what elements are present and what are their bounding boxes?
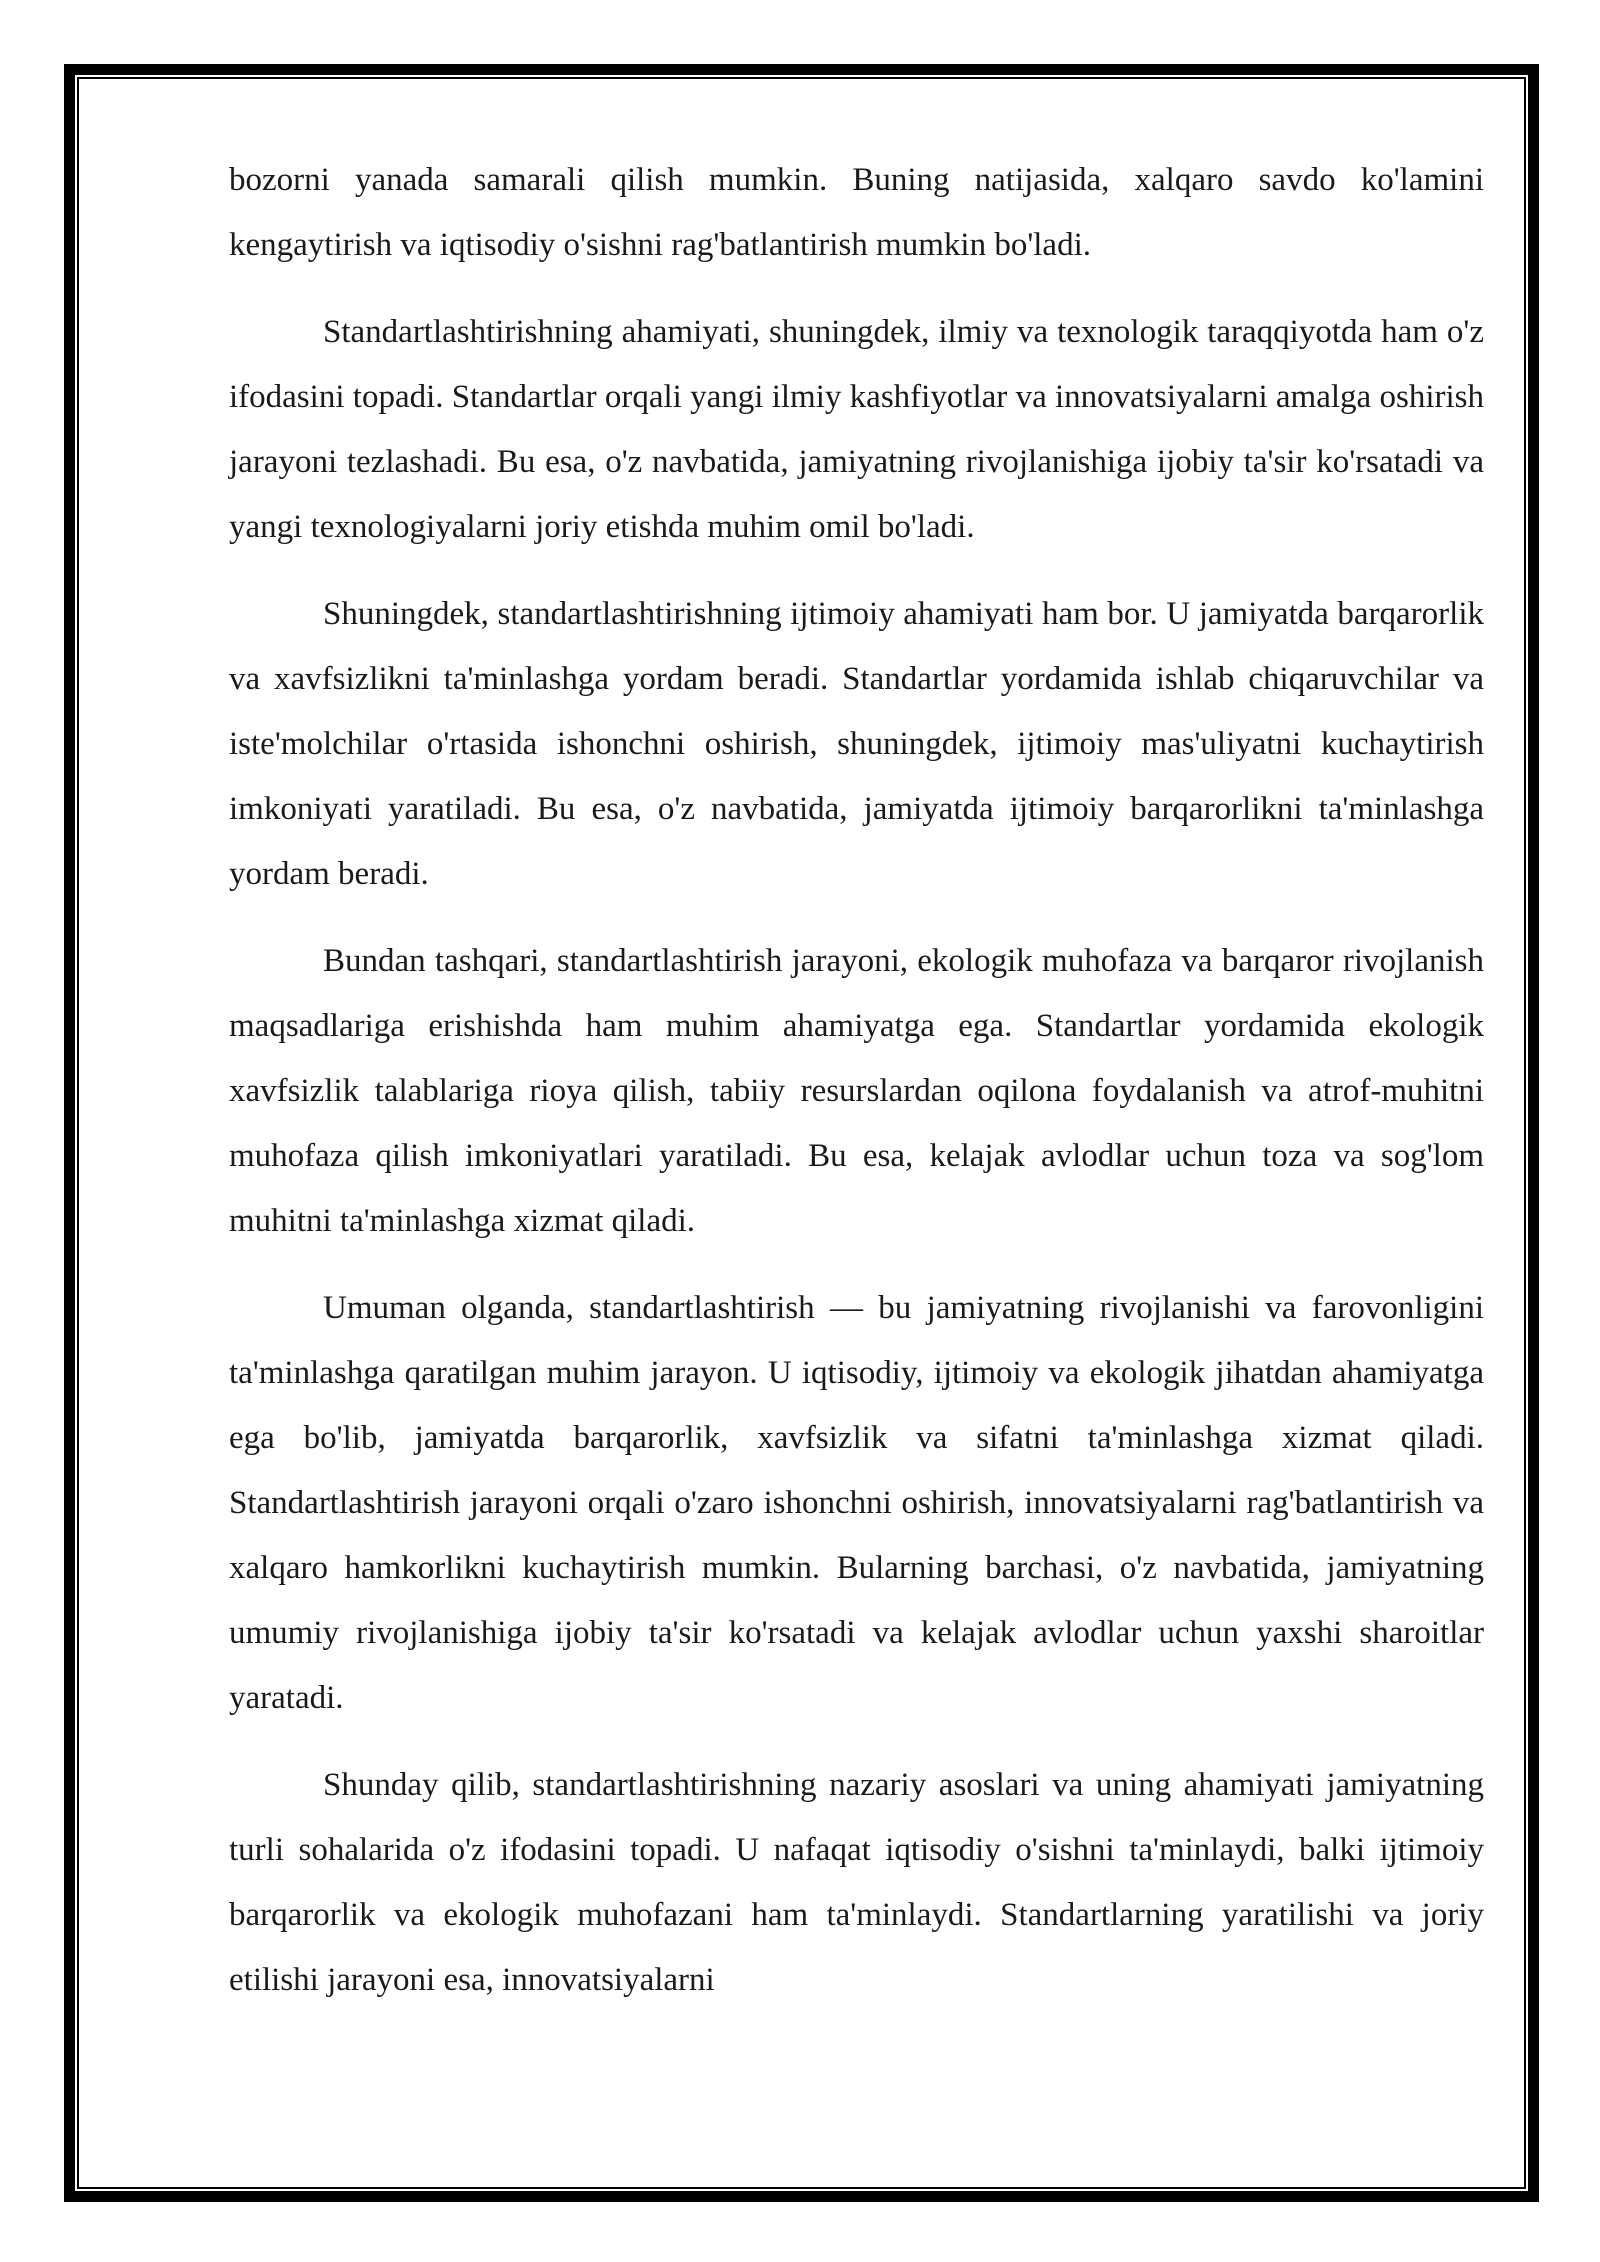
document-body (229, 148, 1484, 2035)
paragraph: Shunday qilib, standartlashtirishning nazariy asoslari va uning ahamiyati jamiyatning turli sohalarida o'z ifodasini topadi. U nafaqat iqtisodiy o'sishni ta'minlaydi, balki ijtimoiy barqarorlik va ekologik muhofazani ham ta'minlaydi. Standartlarning yaratilishi va joriy etilishi jarayoni esa, innovatsiyalarni (229, 1767, 1484, 1998)
paragraph: Bundan tashqari, standartlashtirish jarayoni, ekologik muhofaza va barqaror rivojlanish maqsadlariga erishishda ham muhim ahamiyatga ega. Standartlar yordamida ekologik xavfsizlik talablariga rioya qilish, tabiiy resurslardan oqilona foydalanish va atrof-muhitni muhofaza qilish imkoniyatlari yaratiladi. Bu esa, kelajak avlodlar uchun toza va sog'lom muhitni ta'minlashga xizmat qiladi. (229, 943, 1484, 1239)
paragraph: Shuningdek, standartlashtirishning ijtimoiy ahamiyati ham bor. U jamiyatda barqarorlik va xavfsizlikni ta'minlashga yordam beradi. Standartlar yordamida ishlab chiqaruvchilar va iste'molchilar o'rtasida ishonchni oshirish, shuningdek, ijtimoiy mas'uliyatni kuchaytirish imkoniyati yaratiladi. Bu esa, o'z navbatida, jamiyatda ijtimoiy barqarorlikni ta'minlashga yordam beradi. (229, 596, 1484, 892)
paragraph: Standartlashtirishning ahamiyati, shuningdek, ilmiy va texnologik taraqqiyotda ham o'z ifodasini topadi. Standartlar orqali yangi ilmiy kashfiyotlar va innovatsiyalarni amalga oshirish jarayoni tezlashadi. Bu esa, o'z navbatida, jamiyatning rivojlanishiga ijobiy ta'sir ko'rsatadi va yangi texnologiyalarni joriy etishda muhim omil bo'ladi. (229, 314, 1484, 545)
paragraph: Umuman olganda, standartlashtirish — bu jamiyatning rivojlanishi va farovonligini ta'minlashga qaratilgan muhim jarayon. U iqtisodiy, ijtimoiy va ekologik jihatdan ahamiyatga ega bo'lib, jamiyatda barqarorlik, xavfsizlik va sifatni ta'minlashga xizmat qiladi. Standartlashtirish jarayoni orqali o'zaro ishonchni oshirish, innovatsiyalarni rag'batlantirish va xalqaro hamkorlikni kuchaytirish mumkin. Bularning barchasi, o'z navbatida, jamiyatning umumiy rivojlanishiga ijobiy ta'sir ko'rsatadi va kelajak avlodlar uchun yaxshi sharoitlar yaratadi. (229, 1290, 1484, 1716)
paragraph-continuation: bozorni yanada samarali qilish mumkin. Buning natijasida, xalqaro savdo ko'lamini kengaytirish va iqtisodiy o'sishni rag'batlantirish mumkin bo'ladi. (229, 162, 1484, 263)
